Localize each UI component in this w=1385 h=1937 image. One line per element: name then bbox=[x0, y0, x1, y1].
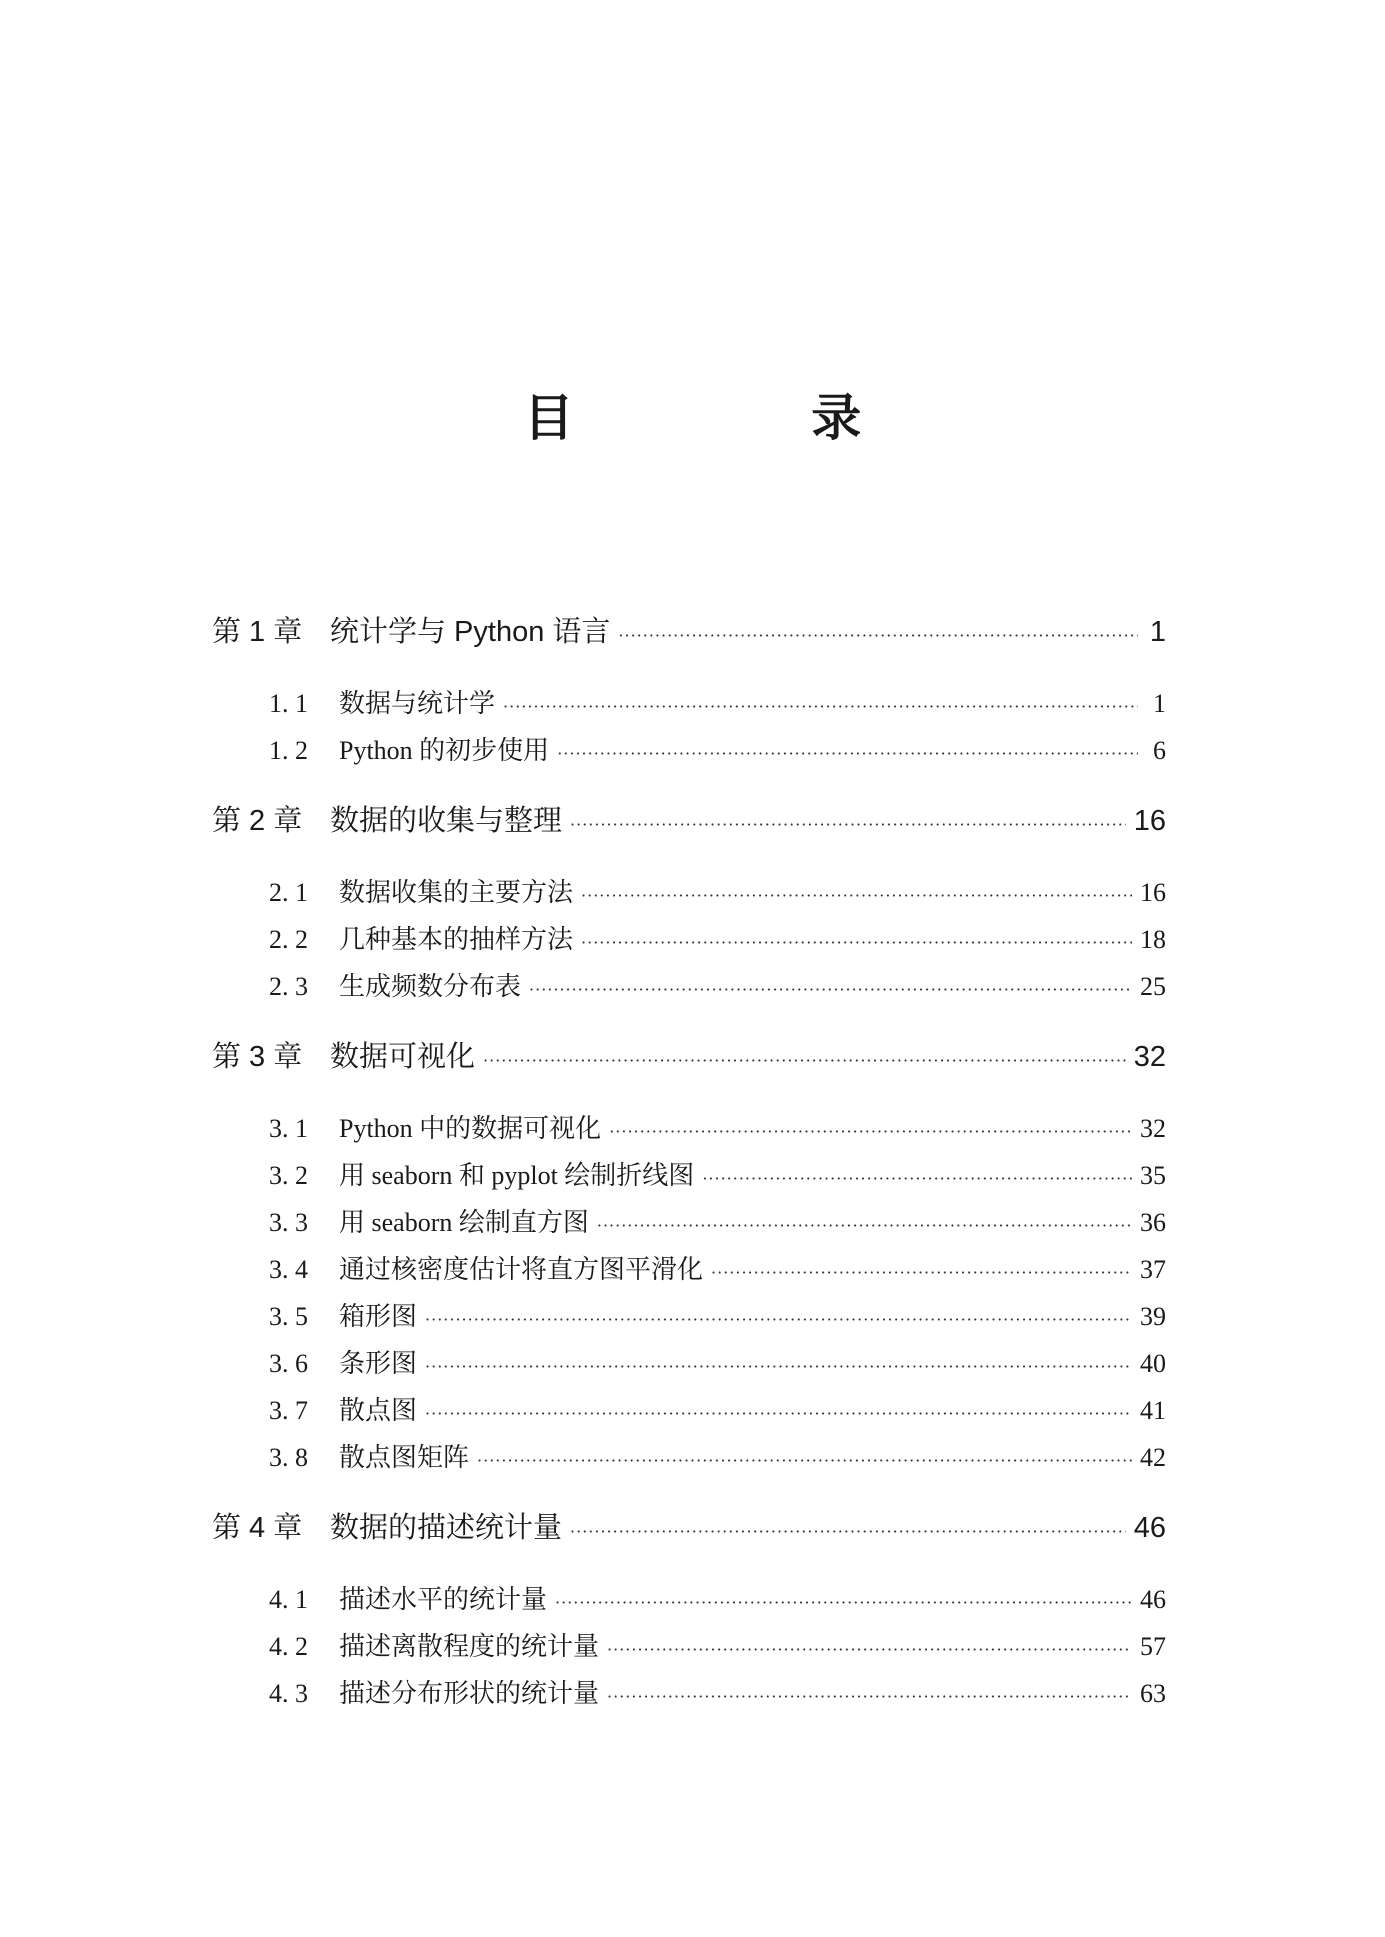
chapter-number: 第 2 章 bbox=[212, 805, 303, 837]
chapter-number: 第 3 章 bbox=[212, 1041, 303, 1073]
dot-leader bbox=[425, 1349, 1132, 1385]
page-title: 目 录 bbox=[523, 389, 972, 447]
dot-leader bbox=[425, 1302, 1132, 1338]
section-title: 箱形图 bbox=[339, 1302, 418, 1331]
section-number: 3. 8 bbox=[269, 1443, 308, 1472]
toc-section-1-1[interactable] bbox=[212, 686, 1166, 722]
page-number: 46 bbox=[1133, 1512, 1166, 1544]
dot-leader bbox=[425, 1396, 1132, 1432]
toc-section-4-3[interactable] bbox=[212, 1676, 1166, 1712]
chapter-number: 第 1 章 bbox=[212, 616, 303, 648]
section-number: 3. 7 bbox=[269, 1396, 308, 1425]
section-title: 条形图 bbox=[339, 1349, 418, 1378]
section-title: 散点图矩阵 bbox=[339, 1443, 470, 1472]
page-number: 63 bbox=[1140, 1679, 1166, 1708]
section-number: 3. 3 bbox=[269, 1208, 308, 1237]
section-number: 3. 6 bbox=[269, 1349, 308, 1378]
section-number: 2. 3 bbox=[269, 972, 308, 1001]
dot-leader bbox=[581, 878, 1132, 914]
section-number: 4. 3 bbox=[269, 1679, 308, 1708]
dot-leader bbox=[597, 1208, 1132, 1244]
page-number: 36 bbox=[1140, 1208, 1166, 1237]
section-title: 生成频数分布表 bbox=[339, 972, 522, 1001]
page-number: 37 bbox=[1140, 1255, 1166, 1284]
page-number: 39 bbox=[1140, 1302, 1166, 1331]
section-title: 通过核密度估计将直方图平滑化 bbox=[339, 1255, 704, 1284]
toc-section-4-1[interactable] bbox=[212, 1582, 1166, 1618]
page-number: 6 bbox=[1153, 736, 1166, 765]
page-number: 16 bbox=[1133, 805, 1166, 837]
toc-section-3-4[interactable] bbox=[212, 1252, 1166, 1288]
section-number: 3. 5 bbox=[269, 1302, 308, 1331]
chapter-number: 第 4 章 bbox=[212, 1512, 303, 1544]
toc-section-2-1[interactable] bbox=[212, 875, 1166, 911]
page-number: 35 bbox=[1140, 1161, 1166, 1190]
page-number: 57 bbox=[1140, 1632, 1166, 1661]
page-number: 42 bbox=[1140, 1443, 1166, 1472]
dot-leader bbox=[483, 1041, 1126, 1081]
page-number: 41 bbox=[1140, 1396, 1166, 1425]
section-title: 散点图 bbox=[339, 1396, 418, 1425]
dot-leader bbox=[711, 1255, 1132, 1291]
dot-leader bbox=[529, 972, 1132, 1008]
toc-section-3-2[interactable] bbox=[212, 1158, 1166, 1194]
toc-chapter-3[interactable] bbox=[212, 1037, 1166, 1077]
chapter-title: 数据的描述统计量 bbox=[330, 1512, 563, 1544]
section-title: 几种基本的抽样方法 bbox=[339, 925, 574, 954]
section-title: 用 seaborn 绘制直方图 bbox=[339, 1208, 589, 1237]
toc-section-3-1[interactable] bbox=[212, 1111, 1166, 1147]
section-number: 4. 1 bbox=[269, 1585, 308, 1614]
dot-leader bbox=[581, 925, 1132, 961]
page-number: 1 bbox=[1153, 689, 1166, 718]
toc-section-4-2[interactable] bbox=[212, 1629, 1166, 1665]
section-number: 1. 2 bbox=[269, 736, 308, 765]
section-title: 数据与统计学 bbox=[339, 689, 496, 718]
dot-leader bbox=[570, 1512, 1126, 1552]
table-of-contents bbox=[212, 0, 1166, 1937]
toc-chapter-1[interactable] bbox=[212, 612, 1166, 652]
section-title: Python 的初步使用 bbox=[339, 736, 550, 765]
dot-leader bbox=[503, 689, 1138, 725]
section-title: 描述离散程度的统计量 bbox=[339, 1632, 600, 1661]
section-number: 2. 1 bbox=[269, 878, 308, 907]
page-number: 32 bbox=[1133, 1041, 1166, 1073]
section-number: 4. 2 bbox=[269, 1632, 308, 1661]
dot-leader bbox=[570, 805, 1126, 845]
page-number: 40 bbox=[1140, 1349, 1166, 1378]
toc-section-3-6[interactable] bbox=[212, 1346, 1166, 1382]
section-title: 描述分布形状的统计量 bbox=[339, 1679, 600, 1708]
section-number: 3. 4 bbox=[269, 1255, 308, 1284]
section-number: 1. 1 bbox=[269, 689, 308, 718]
page-number: 46 bbox=[1140, 1585, 1166, 1614]
dot-leader bbox=[555, 1585, 1132, 1621]
section-title: 描述水平的统计量 bbox=[339, 1585, 548, 1614]
section-title: Python 中的数据可视化 bbox=[339, 1114, 602, 1143]
dot-leader bbox=[607, 1632, 1132, 1668]
dot-leader bbox=[702, 1161, 1132, 1197]
page-number: 18 bbox=[1140, 925, 1166, 954]
chapter-title: 数据的收集与整理 bbox=[330, 805, 563, 837]
section-title: 数据收集的主要方法 bbox=[339, 878, 574, 907]
chapter-title: 数据可视化 bbox=[330, 1041, 476, 1073]
toc-section-3-7[interactable] bbox=[212, 1393, 1166, 1429]
toc-section-3-8[interactable] bbox=[212, 1440, 1166, 1476]
toc-chapter-4[interactable] bbox=[212, 1508, 1166, 1548]
toc-section-2-2[interactable] bbox=[212, 922, 1166, 958]
dot-leader bbox=[609, 1114, 1132, 1150]
chapter-title: 统计学与 Python 语言 bbox=[330, 616, 611, 648]
page-number: 32 bbox=[1140, 1114, 1166, 1143]
dot-leader bbox=[477, 1443, 1132, 1479]
section-number: 3. 2 bbox=[269, 1161, 308, 1190]
toc-section-1-2[interactable] bbox=[212, 733, 1166, 769]
toc-section-3-5[interactable] bbox=[212, 1299, 1166, 1335]
dot-leader bbox=[557, 736, 1138, 772]
toc-section-2-3[interactable] bbox=[212, 969, 1166, 1005]
toc-section-3-3[interactable] bbox=[212, 1205, 1166, 1241]
section-number: 2. 2 bbox=[269, 925, 308, 954]
section-title: 用 seaborn 和 pyplot 绘制折线图 bbox=[339, 1161, 695, 1190]
dot-leader bbox=[607, 1679, 1132, 1715]
page-number: 1 bbox=[1149, 616, 1166, 648]
page-number: 25 bbox=[1140, 972, 1166, 1001]
dot-leader bbox=[618, 616, 1138, 656]
page-number: 16 bbox=[1140, 878, 1166, 907]
toc-chapter-2[interactable] bbox=[212, 801, 1166, 841]
section-number: 3. 1 bbox=[269, 1114, 308, 1143]
